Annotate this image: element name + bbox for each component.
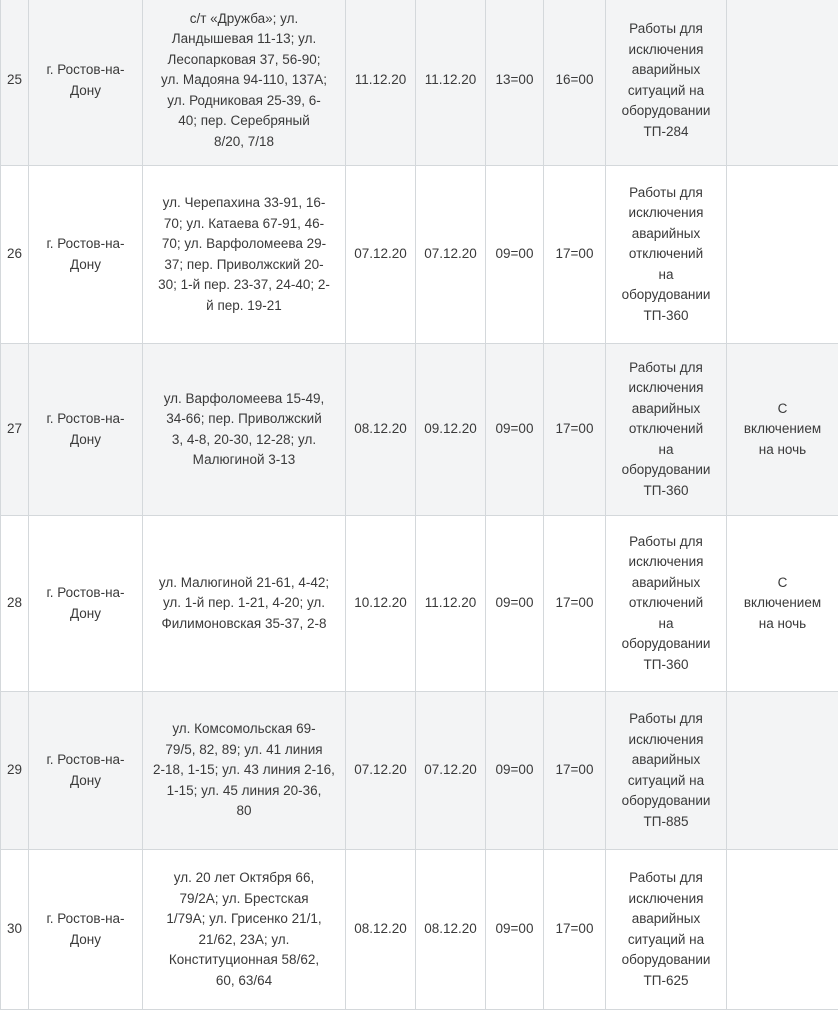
city-cell (29, 516, 143, 692)
time-end-cell: 17=00 (544, 516, 606, 692)
time-end-cell: 16=00 (544, 0, 606, 166)
time-start-cell: 09=00 (486, 850, 544, 1010)
city-line: г. Ростов-на- (33, 583, 138, 604)
city-line: Дону (33, 430, 138, 451)
city-cell (29, 692, 143, 850)
city-line: Дону (33, 255, 138, 276)
table-row (1, 850, 838, 1010)
time-end-cell: 17=00 (544, 850, 606, 1010)
note-cell (727, 692, 838, 850)
note-cell (727, 516, 838, 692)
address-line: ул. Комсомольская 69- (147, 719, 341, 740)
reason-line: Работы для (610, 183, 722, 204)
address-line: с/т «Дружба»; ул. (147, 9, 341, 30)
address-line: Ландышевая 11-13; ул. (147, 29, 341, 50)
reason-line: Работы для (610, 19, 722, 40)
reason-line: оборудовании (610, 460, 722, 481)
date-start-cell: 11.12.20 (346, 0, 416, 166)
address-line: 37; пер. Приволжский 20- (147, 255, 341, 276)
reason-line: оборудовании (610, 101, 722, 122)
reason-line: аварийных (610, 909, 722, 930)
reason-line: Работы для (610, 868, 722, 889)
reason-line: отключений (610, 419, 722, 440)
address-line: ул. 1-й пер. 1-21, 4-20; ул. (147, 593, 341, 614)
reason-line: отключений (610, 244, 722, 265)
time-end-cell: 17=00 (544, 166, 606, 344)
time-start-cell: 09=00 (486, 166, 544, 344)
reason-cell (606, 166, 727, 344)
note-cell (727, 850, 838, 1010)
address-cell (143, 166, 346, 344)
date-end-cell: 07.12.20 (416, 692, 486, 850)
date-end-cell: 08.12.20 (416, 850, 486, 1010)
city-line: г. Ростов-на- (33, 234, 138, 255)
address-line: й пер. 19-21 (147, 296, 341, 317)
address-line: 70; ул. Катаева 67-91, 46- (147, 214, 341, 235)
city-line: г. Ростов-на- (33, 60, 138, 81)
address-line: 40; пер. Серебряный (147, 111, 341, 132)
address-cell (143, 516, 346, 692)
reason-line: аварийных (610, 224, 722, 245)
reason-line: Работы для (610, 532, 722, 553)
row-number-cell: 25 (1, 0, 29, 166)
row-number-cell: 29 (1, 692, 29, 850)
reason-cell (606, 692, 727, 850)
note-line: С (731, 573, 834, 594)
address-line: Малюгиной 3-13 (147, 450, 341, 471)
reason-line: аварийных (610, 750, 722, 771)
city-line: Дону (33, 771, 138, 792)
row-number-cell: 28 (1, 516, 29, 692)
date-end-cell: 11.12.20 (416, 0, 486, 166)
date-start-cell: 08.12.20 (346, 850, 416, 1010)
reason-line: ТП-885 (610, 812, 722, 833)
reason-line: исключения (610, 889, 722, 910)
table-row (1, 166, 838, 344)
city-line: г. Ростов-на- (33, 409, 138, 430)
city-cell (29, 850, 143, 1010)
time-end-cell: 17=00 (544, 344, 606, 516)
address-line: 8/20, 7/18 (147, 132, 341, 153)
note-line: включением (731, 593, 834, 614)
note-line: С (731, 399, 834, 420)
time-start-cell: 09=00 (486, 344, 544, 516)
reason-line: аварийных (610, 573, 722, 594)
note-cell (727, 0, 838, 166)
table-row (1, 692, 838, 850)
reason-line: ситуаций на (610, 81, 722, 102)
address-cell (143, 0, 346, 166)
reason-line: ТП-360 (610, 306, 722, 327)
reason-line: исключения (610, 40, 722, 61)
address-line: 1/79А; ул. Грисенко 21/1, (147, 909, 341, 930)
address-cell (143, 692, 346, 850)
reason-line: на (610, 265, 722, 286)
reason-line: ситуаций на (610, 930, 722, 951)
address-line: 79/2А; ул. Брестская (147, 889, 341, 910)
address-line: ул. Малюгиной 21-61, 4-42; (147, 573, 341, 594)
city-cell (29, 0, 143, 166)
reason-line: аварийных (610, 399, 722, 420)
address-line: 80 (147, 801, 341, 822)
city-line: Дону (33, 930, 138, 951)
date-start-cell: 07.12.20 (346, 692, 416, 850)
city-line: г. Ростов-на- (33, 909, 138, 930)
reason-line: оборудовании (610, 285, 722, 306)
address-line: 70; ул. Варфоломеева 29- (147, 234, 341, 255)
address-line: 79/5, 82, 89; ул. 41 линия (147, 740, 341, 761)
address-line: 21/62, 23А; ул. (147, 930, 341, 951)
address-line: 2-18, 1-15; ул. 43 линия 2-16, (147, 760, 341, 781)
reason-line: исключения (610, 552, 722, 573)
reason-line: отключений (610, 593, 722, 614)
address-line: 3, 4-8, 20-30, 12-28; ул. (147, 430, 341, 451)
date-start-cell: 08.12.20 (346, 344, 416, 516)
address-cell (143, 344, 346, 516)
table-row (1, 516, 838, 692)
address-line: ул. 20 лет Октября 66, (147, 868, 341, 889)
reason-line: оборудовании (610, 634, 722, 655)
note-line: на ночь (731, 614, 834, 635)
address-line: 30; 1-й пер. 23-37, 24-40; 2- (147, 275, 341, 296)
reason-line: аварийных (610, 60, 722, 81)
reason-line: ТП-360 (610, 655, 722, 676)
city-line: Дону (33, 81, 138, 102)
city-line: г. Ростов-на- (33, 750, 138, 771)
date-start-cell: 07.12.20 (346, 166, 416, 344)
reason-line: Работы для (610, 709, 722, 730)
reason-line: ситуаций на (610, 771, 722, 792)
reason-line: оборудовании (610, 791, 722, 812)
address-line: 60, 63/64 (147, 971, 341, 992)
address-line: ул. Родниковая 25-39, 6- (147, 91, 341, 112)
date-end-cell: 07.12.20 (416, 166, 486, 344)
reason-cell (606, 516, 727, 692)
reason-line: ТП-625 (610, 971, 722, 992)
time-end-cell: 17=00 (544, 692, 606, 850)
reason-line: Работы для (610, 358, 722, 379)
city-cell (29, 166, 143, 344)
reason-line: исключения (610, 378, 722, 399)
date-end-cell: 11.12.20 (416, 516, 486, 692)
note-cell (727, 166, 838, 344)
reason-line: исключения (610, 203, 722, 224)
reason-line: исключения (610, 730, 722, 751)
time-start-cell: 09=00 (486, 692, 544, 850)
address-line: 34-66; пер. Приволжский (147, 409, 341, 430)
reason-cell (606, 850, 727, 1010)
time-start-cell: 13=00 (486, 0, 544, 166)
address-line: ул. Мадояна 94-110, 137А; (147, 70, 341, 91)
table-row (1, 344, 838, 516)
reason-cell (606, 0, 727, 166)
row-number-cell: 27 (1, 344, 29, 516)
reason-line: ТП-284 (610, 122, 722, 143)
row-number-cell: 26 (1, 166, 29, 344)
address-line: 1-15; ул. 45 линия 20-36, (147, 781, 341, 802)
note-line: на ночь (731, 440, 834, 461)
address-line: Конституционная 58/62, (147, 950, 341, 971)
address-line: ул. Черепахина 33-91, 16- (147, 193, 341, 214)
address-line: Филимоновская 35-37, 2-8 (147, 614, 341, 635)
reason-line: на (610, 614, 722, 635)
address-line: Лесопарковая 37, 56-90; (147, 50, 341, 71)
city-line: Дону (33, 604, 138, 625)
address-line: ул. Варфоломеева 15-49, (147, 389, 341, 410)
date-start-cell: 10.12.20 (346, 516, 416, 692)
time-start-cell: 09=00 (486, 516, 544, 692)
city-cell (29, 344, 143, 516)
address-cell (143, 850, 346, 1010)
date-end-cell: 09.12.20 (416, 344, 486, 516)
reason-cell (606, 344, 727, 516)
reason-line: на (610, 440, 722, 461)
reason-line: ТП-360 (610, 481, 722, 502)
reason-line: оборудовании (610, 950, 722, 971)
note-line: включением (731, 419, 834, 440)
table-row (1, 0, 838, 166)
row-number-cell: 30 (1, 850, 29, 1010)
note-cell (727, 344, 838, 516)
